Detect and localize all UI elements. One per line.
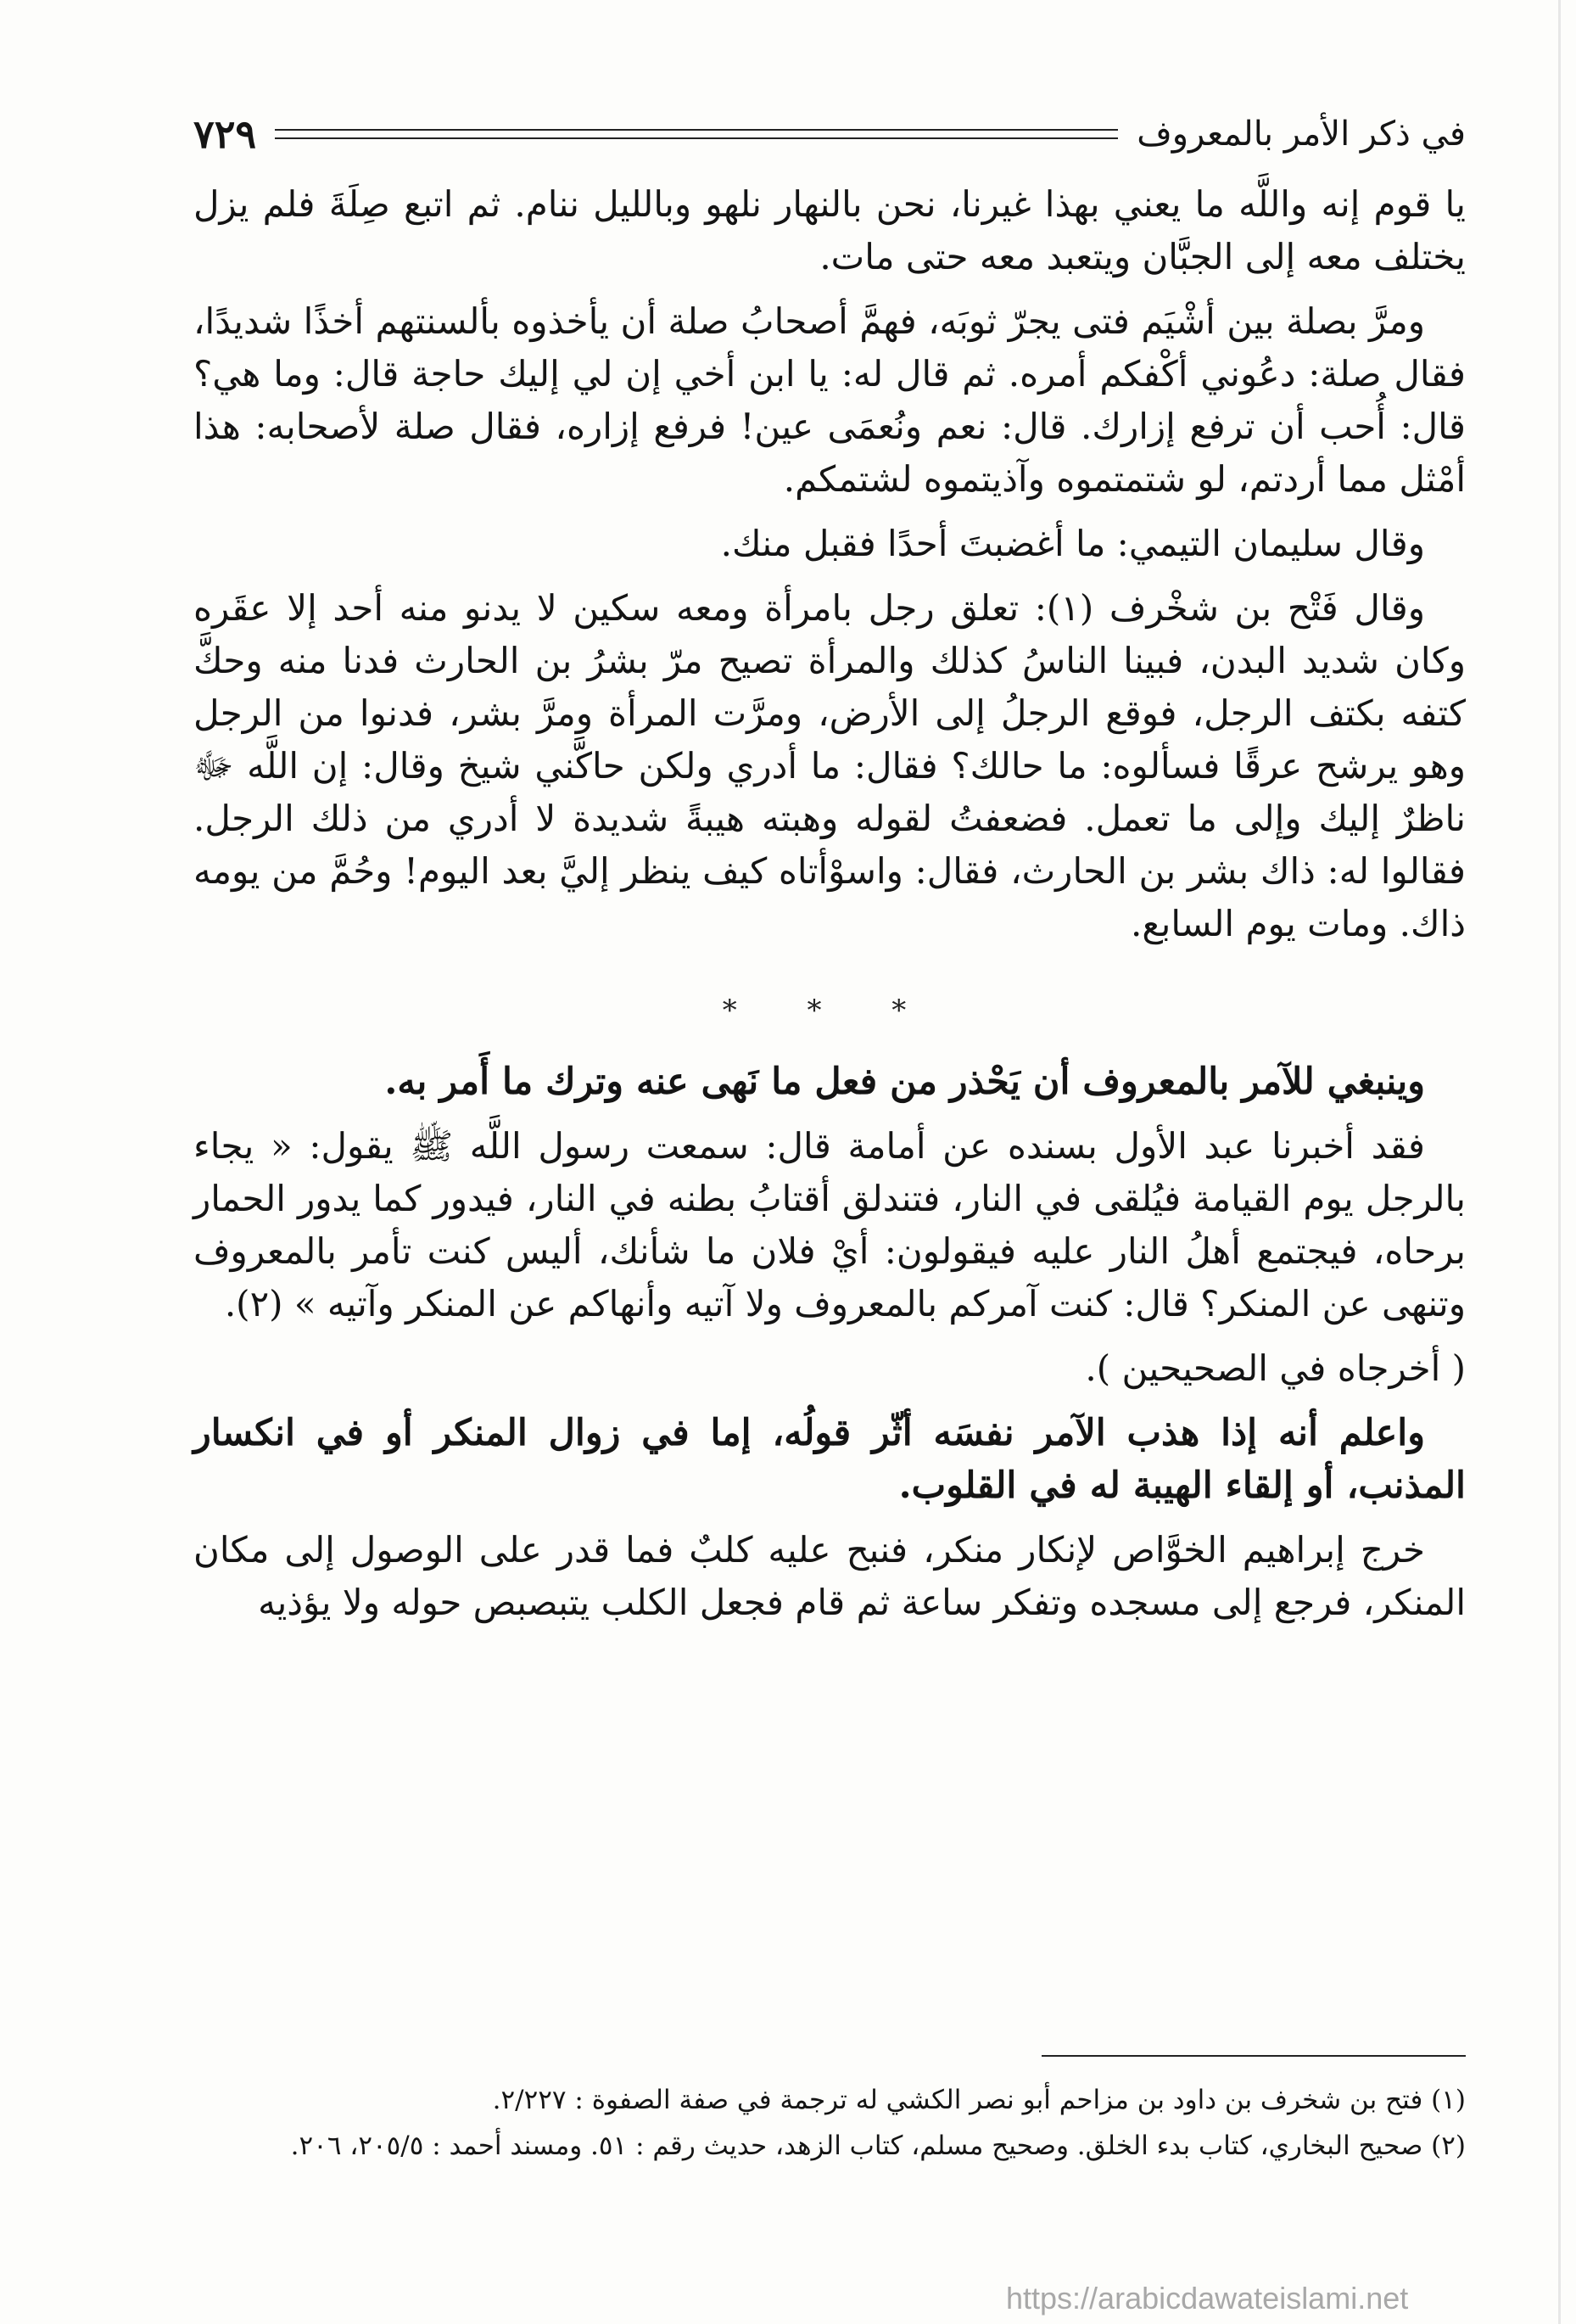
footnotes [193, 2077, 1466, 2169]
paragraph: يا قوم إنه واللَّه ما يعني بهذا غيرنا، نحن بالنهار نلهو وبالليل ننام. ثم اتبع صِلَةَ فلم يزل يختلف معه إلى الجبَّان ويتعبد معه حتى مات. [193, 183, 1466, 277]
page-header [193, 109, 1466, 160]
page-edge-shadow [1558, 0, 1561, 2324]
main-text [193, 178, 1466, 1641]
hadith-source: ( أخرجاه في الصحيحين ). [1085, 1347, 1466, 1389]
section-heading: وينبغي للآمر بالمعروف أن يَحْذر من فعل ما نَهى عنه وترك ما أَمر به. [384, 1061, 1425, 1103]
paragraph: خرج إبراهيم الخوَّاص لإنكار منكر، فنبح عليه كلبٌ فما قدر على الوصول إلى مكان المنكر، فرجع إلى مسجده وتفكر ساعة ثم قام فجعل الكلب يتبصبص حوله ولا يؤذيه [193, 1529, 1466, 1623]
watermark-url: https://arabicdawateislami.net [1006, 2281, 1409, 2316]
hadith-paragraph: فقد أخبرنا عبد الأول بسنده عن أمامة قال: سمعت رسول اللَّه ﷺ يقول: « يجاء بالرجل يوم القيامة فيُلقى في النار، فتندلق أقتابُ بطنه في النار، فيدور كما يدور الحمار برحاه، فيجتمع أهلُ النار عليه فيقولون: أيْ فلان ما شأنك، أليس كنت تأمر بالمعروف وتنهى عن المنكر؟ قال: كنت آمركم بالمعروف ولا آتيه وأنهاكم عن المنكر وآتيه » (٢). [193, 1125, 1466, 1324]
footnote-rule [1042, 2055, 1466, 2057]
paragraph: وقال فَتْح بن شخْرف (١): تعلق رجل بامرأة ومعه سكين لا يدنو منه أحد إلا عقَره وكان شديد البدن، فبينا الناسُ كذلك والمرأة تصيح مرّ بشرُ بن الحارث فدنا منه وحكَّ كتفه بكتف الرجل، فوقع الرجلُ إلى الأرض، ومرَّت المرأة ومرَّ بشر، فدنوا من الرجل وهو يرشح عرقًا فسألوه: ما حالك؟ فقال: ما أدري ولكن حاكَّني شيخ وقال: إن اللَّه ﷻ ناظرٌ إليك وإلى ما تعمل. فضعفتُ لقوله وهبته هيبةً شديدة لا أدري من ذلك الرجل. فقالوا له: ذاك بشر بن الحارث، فقال: واسوْأتاه كيف ينظر إليَّ بعد اليوم! وحُمَّ من يومه ذاك. ومات يوم السابع. [193, 587, 1467, 944]
header-rule [275, 129, 1118, 139]
running-title: في ذكر الأمر بالمعروف [1137, 115, 1466, 154]
footnote: (٢) صحيح البخاري، كتاب بدء الخلق. وصحيح مسلم، كتاب الزهد، حديث رقم : ٥١. ومسند أحمد : ٢٠٥/٥، ٢٠٦. [290, 2131, 1466, 2161]
paragraph: وقال سليمان التيمي: ما أغضبتَ أحدًا فقبل منك. [720, 523, 1425, 564]
footnote: (١) فتح بن شخرف بن داود بن مزاحم أبو نصر الكشي له ترجمة في صفة الصفوة : ٢/٢٢٧. [492, 2085, 1466, 2115]
section-separator: * * * [722, 994, 937, 1028]
section-heading: واعلم أنه إذا هذب الآمر نفسَه أثّر قولُه، إما في زوال المنكر أو في انكسار المذنب، أو إلقاء الهيبة له في القلوب. [193, 1412, 1466, 1507]
paragraph: ومرَّ بصلة بين أشْيَم فتى يجرّ ثوبَه، فهمَّ أصحابُ صلة أن يأخذوه بألسنتهم أخذًا شديدًا، فقال صلة: دعُوني أكْفكم أمره. ثم قال له: يا ابن أخي إن لي إليك حاجة قال: وما هي؟ قال: أُحب أن ترفع إزارك. قال: نعم ونُعمَى عين! فرفع إزاره، فقال صلة لأصحابه: هذا أمْثل مما أردتم، لو شتمتموه وآذيتموه لشتمكم. [193, 300, 1466, 500]
page-number: ٧٢٩ [193, 111, 257, 157]
